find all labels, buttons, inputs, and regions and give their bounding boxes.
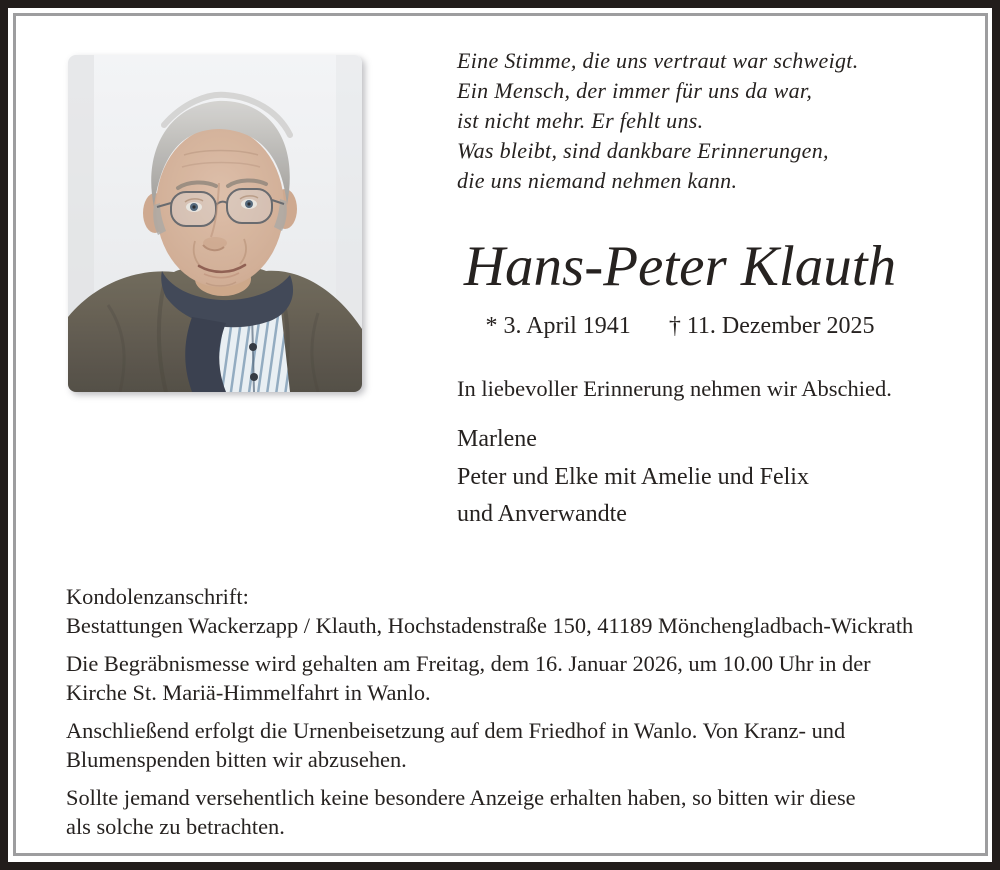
burial-line: Anschließend erfolgt die Urnenbeisetzung auf dem Friedhof in Wanlo. Von Kranz- und	[66, 718, 846, 743]
mourners-list	[457, 421, 809, 534]
mass-line: Kirche St. Mariä-Himmelfahrt in Wanlo.	[66, 680, 431, 705]
death-date: † 11. Dezember 2025	[668, 313, 875, 339]
mourner-line: Marlene	[457, 426, 537, 452]
funeral-details	[66, 582, 961, 841]
poem-line: Eine Stimme, die uns vertraut war schweigt.	[457, 48, 859, 73]
poem-line: Ein Mensch, der immer für uns da war,	[457, 78, 813, 103]
mourner-line: Peter und Elke mit Amelie und Felix	[457, 463, 809, 490]
condolence-address-paragraph	[66, 582, 961, 640]
notice-paragraph	[66, 783, 961, 841]
burial-paragraph	[66, 716, 961, 774]
condolence-label: Kondolenzanschrift:	[66, 584, 249, 609]
birth-date: * 3. April 1941	[485, 313, 631, 339]
deceased-name: Hans-Peter Klauth	[463, 235, 897, 298]
memorial-poem	[457, 46, 859, 196]
poem-line: Was bleibt, sind dankbare Erinnerungen,	[457, 138, 829, 163]
notice-line: als solche zu betrachten.	[66, 814, 285, 839]
burial-line: Blumenspenden bitten wir abzusehen.	[66, 747, 407, 772]
condolence-address: Bestattungen Wackerzapp / Klauth, Hochstadenstraße 150, 41189 Mönchengladbach-Wickrath	[66, 613, 914, 638]
mourner-line: und Anverwandte	[457, 501, 627, 527]
notice-line: Sollte jemand versehentlich keine besondere Anzeige erhalten haben, so bitten wir diese	[66, 785, 856, 810]
mass-line: Die Begräbnismesse wird gehalten am Freitag, dem 16. Januar 2026, um 10.00 Uhr in der	[66, 651, 871, 676]
life-dates	[435, 311, 925, 341]
mass-paragraph	[66, 649, 961, 707]
portrait-photo	[68, 55, 362, 392]
portrait-photo-graphic	[68, 55, 362, 392]
farewell-line: In liebevoller Erinnerung nehmen wir Abschied.	[457, 376, 892, 401]
poem-line: die uns niemand nehmen kann.	[457, 168, 738, 193]
poem-line: ist nicht mehr. Er fehlt uns.	[457, 108, 704, 133]
